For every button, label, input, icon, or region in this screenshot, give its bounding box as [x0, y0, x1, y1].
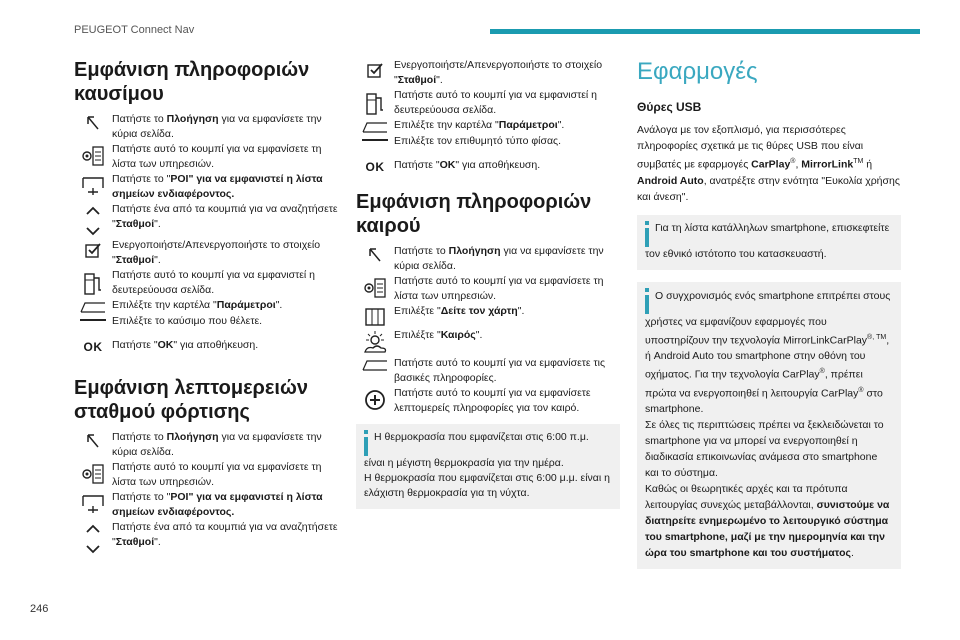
steps-charging	[74, 430, 338, 556]
step-row	[74, 112, 338, 142]
note-temperature-night: Η θερμοκρασία που εμφανίζεται στις 6:00 μ.μ. είναι η ελάχιστη θερμοκρασία για τη νύχτα.	[364, 472, 610, 499]
reg-mark: ®	[867, 333, 873, 341]
poi-map-icon	[74, 172, 112, 196]
step-text-pre: Πατήστε "	[394, 159, 440, 171]
step-row	[74, 268, 338, 298]
step-text-pre: Πατήστε αυτό το κουμπί για να εμφανίσετε τις βασικές πληροφορίες.	[394, 357, 606, 384]
ok-icon: OK	[83, 340, 103, 354]
step-text-pre: Ενεργοποιήστε/Απενεργοποιήστε το στοιχείο "	[112, 239, 321, 266]
step-text-post: ".	[154, 218, 161, 230]
reg-mark: ®	[858, 386, 864, 394]
step-text-bold: Πλοήγηση	[448, 245, 501, 257]
info-icon	[364, 430, 368, 456]
step-row	[356, 356, 620, 386]
column-weather	[356, 58, 620, 509]
step-text-pre: Πατήστε "	[112, 339, 158, 351]
step-text	[112, 202, 338, 232]
step-text-post: ".	[154, 254, 161, 266]
plus-circle-icon	[356, 386, 394, 412]
step-text	[394, 356, 620, 386]
fuel-pump-icon	[74, 268, 112, 298]
step-text-post: ".	[557, 119, 565, 131]
header-accent-bar	[490, 29, 920, 34]
step-text	[112, 238, 338, 268]
step-text	[112, 172, 338, 202]
tm-mark: TM	[853, 158, 864, 165]
navigation-arrow-icon	[74, 430, 112, 450]
note-sync-f: Καθώς οι θεωρητικές αρχές και τα πρότυπα λειτουργίας συνεχώς μεταβάλλονται,	[645, 483, 848, 511]
step-text	[112, 338, 338, 353]
poi-map-icon	[74, 490, 112, 514]
step-text-bold: Δείτε τον χάρτη	[440, 305, 518, 317]
step-text	[394, 134, 620, 149]
step-text-pre: Πατήστε αυτό το κουμπί για να εμφανίσετε τη λίστα των υπηρεσιών.	[112, 143, 322, 170]
note-sync-end: .	[850, 547, 854, 559]
step-text-bold: Πλοήγηση	[166, 113, 219, 125]
step-text	[394, 328, 620, 343]
note-sync-e: Σε όλες τις περιπτώσεις πρέπει να ξεκλειδώνεται το smartphone για να μπορεί να ενεργοποιηθεί η διαδικασία επικοινωνίας ανάμεσα στο smartphone και το σύστημα.	[645, 419, 884, 479]
chevron-up-down-icon	[74, 520, 112, 556]
step-text	[394, 158, 620, 173]
step-row	[74, 298, 338, 314]
step-text-post: ".	[275, 299, 283, 311]
step-text-pre: Πατήστε το "	[112, 491, 171, 503]
step-text	[112, 314, 338, 329]
step-text	[394, 274, 620, 304]
section-title-charging: Εμφάνιση λεπτομερειών σταθμού φόρτισης	[74, 377, 308, 423]
step-row	[74, 314, 338, 338]
column-apps	[637, 58, 901, 569]
step-row	[356, 118, 620, 134]
map-book-icon	[356, 304, 394, 328]
step-row	[74, 338, 338, 362]
steps-weather	[356, 244, 620, 416]
tab-card-icon	[356, 356, 394, 372]
note-smartphone-list-text: Για τη λίστα κατάλληλων smartphone, επισκεφτείτε τον εθνικό ιστότοπο του κατασκευαστή.	[645, 221, 890, 260]
usb-text-d: , ανατρέξτε στην ενότητα "Ευκολία χρήσης και άνεση".	[637, 174, 900, 203]
step-text-pre: Πατήστε το	[112, 431, 167, 443]
note-sync-b: , ή Android Auto του smartphone στην οθόνη του οχήματος. Για την τεχνολογία CarPlay	[645, 334, 890, 381]
step-text-bold: Παράμετροι	[498, 119, 558, 131]
step-text-pre: Επιλέξτε "	[394, 329, 441, 341]
step-text-pre: Επιλέξτε την καρτέλα "	[394, 119, 499, 131]
steps-charging-cont	[356, 58, 620, 182]
step-text-pre: Πατήστε αυτό το κουμπί για να εμφανίσετε τη λίστα των υπηρεσιών.	[394, 275, 604, 302]
info-icon	[645, 221, 649, 247]
steps-fuel	[74, 112, 338, 362]
mirrorlink-label: MirrorLink	[801, 158, 854, 171]
apps-title: Εφαρμογές	[637, 58, 758, 85]
step-row	[356, 88, 620, 118]
step-text	[112, 298, 338, 313]
checkbox-icon	[74, 238, 112, 260]
step-text-bold: OK	[439, 159, 456, 171]
step-row	[356, 58, 620, 88]
step-row	[74, 430, 338, 460]
checkbox-icon	[356, 58, 394, 80]
weather-icon	[356, 328, 394, 356]
step-text-post: ".	[475, 329, 483, 341]
step-text	[394, 58, 620, 88]
step-text-pre: Πατήστε το	[394, 245, 449, 257]
section-title-weather: Εμφάνιση πληροφοριών καιρού	[356, 191, 592, 237]
tab-card-icon	[356, 118, 394, 134]
note-temperature-day: Η θερμοκρασία που εμφανίζεται στις 6:00 π.μ. είναι η μέγιστη θερμοκρασία για την ημέρα.	[364, 431, 589, 469]
step-text-bold: Παράμετροι	[216, 299, 276, 311]
chevron-up-down-icon	[74, 202, 112, 238]
tm-mark: TM	[876, 333, 887, 341]
step-row	[74, 238, 338, 268]
step-text-bold: Σταθμοί	[397, 74, 437, 86]
step-row	[356, 244, 620, 274]
step-text-post: για να εμφανίσετε την κύρια σελίδα.	[112, 113, 322, 140]
note-sync-c: , πρέπει πρώτα να ενεργοποιηθεί η λειτουργία CarPlay	[645, 368, 863, 399]
column-fuel	[74, 58, 338, 556]
step-text-bold: Σταθμοί	[115, 536, 155, 548]
usb-text-c: ή	[863, 158, 873, 171]
settings-list-icon	[74, 142, 112, 168]
step-row	[356, 274, 620, 304]
step-row	[356, 328, 620, 356]
note-sync: Ο συγχρονισμός ενός smartphone επιτρέπει στους χρήστες να εμφανίζουν εφαρμογές που υποστηρίζουν την τεχνολογία MirrorLinkCarPlay®, ™, ή Android Auto του smartphone στην οθόνη του οχήματος. Για την τεχνολογία CarPlay®, πρέπει πρώτα να ενεργοποιηθεί η λειτουργία CarPlay® στο smartphone. Σε όλες τις περιπτώσεις πρέπει να ξεκλειδώνεται το smartphone για να μπορεί να ενεργοποιηθεί η διαδικασία επικοινωνίας ανάμεσα στο smartphone και το σύστημα. Καθώς οι θεωρητικές αρχές και τα πρότυπα λειτουργίας συνεχώς μεταβάλλονται, συνιστούμε να διατηρείτε ενημερωμένο το λειτουργικό σύστημα του smartphone, μαζί με την ημερομηνία και την ώρα του smartphone και του συστήματος.	[637, 282, 901, 570]
step-text	[394, 386, 620, 416]
step-row	[74, 520, 338, 556]
step-text	[112, 430, 338, 460]
step-text-pre: Πατήστε αυτό το κουμπί για να εμφανίσετε τη λίστα των υπηρεσιών.	[112, 461, 322, 488]
note-sync-bold: συνιστούμε να διατηρείτε ενημερωμένο το λειτουργικό σύστημα του smartphone, μαζί με την ημερομηνία και την ώρα του smartphone και του συστήματος	[645, 499, 890, 559]
step-text-pre: Πατήστε το	[112, 113, 167, 125]
step-row	[356, 386, 620, 416]
usb-text-a: Ανάλογα με τον εξοπλισμό, για περισσότερες πληροφορίες σχετικά με τις θύρες USB που είναι συμβατές με εφαρμογές	[637, 124, 864, 171]
step-text	[112, 268, 338, 298]
page-number: 246	[30, 603, 49, 615]
settings-list-icon	[74, 460, 112, 486]
step-text	[112, 520, 338, 550]
step-text-post: για να εμφανίσετε την κύρια σελίδα.	[394, 245, 604, 272]
step-text-pre: Ενεργοποιήστε/Απενεργοποιήστε το στοιχείο "	[394, 59, 603, 86]
step-text-bold: Σταθμοί	[115, 254, 155, 266]
step-text-pre: Πατήστε ένα από τα κουμπιά για να αναζητήσετε "	[112, 521, 338, 548]
step-text	[112, 112, 338, 142]
step-text-post: ".	[517, 305, 525, 317]
step-row	[74, 142, 338, 172]
info-icon	[645, 288, 649, 314]
step-text-bold: Πλοήγηση	[166, 431, 219, 443]
carplay-label: CarPlay	[751, 158, 791, 171]
step-text-pre: Πατήστε αυτό το κουμπί για να εμφανιστεί η δευτερεύουσα σελίδα.	[112, 269, 315, 296]
line-select-icon	[74, 314, 112, 324]
reg-mark: ®	[790, 158, 796, 165]
line-select-icon	[356, 134, 394, 144]
step-text	[112, 460, 338, 490]
step-text-pre: Πατήστε το "	[112, 173, 171, 185]
step-text-pre: Επιλέξτε τον επιθυμητό τύπο φίσας.	[394, 135, 562, 147]
step-row	[356, 134, 620, 158]
step-text-post: ".	[154, 536, 161, 548]
note-sync-a: Ο συγχρονισμός ενός smartphone επιτρέπει στους χρήστες να εμφανίζουν εφαρμογές που υποστηρίζουν την τεχνολογία MirrorLinkCarPlay	[645, 289, 891, 346]
header-title: PEUGEOT Connect Nav	[74, 24, 195, 36]
step-text-bold: Καιρός	[440, 329, 476, 341]
step-row	[74, 202, 338, 238]
note-temperature	[356, 424, 620, 509]
step-text-post: " για αποθήκευση.	[173, 339, 259, 351]
tab-card-icon	[74, 298, 112, 314]
fuel-pump-icon	[356, 88, 394, 118]
note-sync-d: στο smartphone.	[645, 387, 883, 415]
step-text	[112, 142, 338, 172]
android-auto-label: Android Auto	[637, 174, 704, 187]
step-text	[394, 304, 620, 319]
step-text	[394, 118, 620, 133]
step-text-bold: POI" για να εμφανιστεί η λίστα σημείων ενδιαφέροντος.	[112, 491, 323, 518]
step-text-post: " για αποθήκευση.	[455, 159, 541, 171]
navigation-arrow-icon	[74, 112, 112, 132]
step-text-pre: Πατήστε ένα από τα κουμπιά για να αναζητήσετε "	[112, 203, 338, 230]
note-smartphone-list	[637, 215, 901, 270]
step-row	[74, 172, 338, 202]
step-text	[394, 244, 620, 274]
ok-icon: OK	[365, 160, 385, 174]
step-text-post: ".	[436, 74, 443, 86]
settings-list-icon	[356, 274, 394, 300]
step-text-pre: Πατήστε αυτό το κουμπί για να εμφανίσετε λεπτομερείς πληροφορίες για τον καιρό.	[394, 387, 591, 414]
step-text-bold: POI" για να εμφανιστεί η λίστα σημείων ενδιαφέροντος.	[112, 173, 323, 200]
step-text-pre: Επιλέξτε την καρτέλα "	[112, 299, 217, 311]
step-text-pre: Πατήστε αυτό το κουμπί για να εμφανιστεί η δευτερεύουσα σελίδα.	[394, 89, 597, 116]
step-row	[74, 490, 338, 520]
step-row	[74, 460, 338, 490]
step-text-pre: Επιλέξτε το καύσιμο που θέλετε.	[112, 315, 263, 327]
step-text	[394, 88, 620, 118]
step-text-pre: Επιλέξτε "	[394, 305, 441, 317]
step-row	[356, 158, 620, 182]
usb-subtitle: Θύρες USB	[637, 100, 702, 114]
navigation-arrow-icon	[356, 244, 394, 264]
usb-paragraph	[637, 122, 901, 205]
step-row	[356, 304, 620, 328]
reg-mark: ®	[819, 368, 825, 375]
usb-text-b: ,	[795, 158, 802, 171]
step-text-bold: OK	[157, 339, 174, 351]
section-title-fuel: Εμφάνιση πληροφοριών καυσίμου	[74, 59, 310, 105]
step-text-bold: Σταθμοί	[115, 218, 155, 230]
step-text-post: για να εμφανίσετε την κύρια σελίδα.	[112, 431, 322, 458]
step-text	[112, 490, 338, 520]
